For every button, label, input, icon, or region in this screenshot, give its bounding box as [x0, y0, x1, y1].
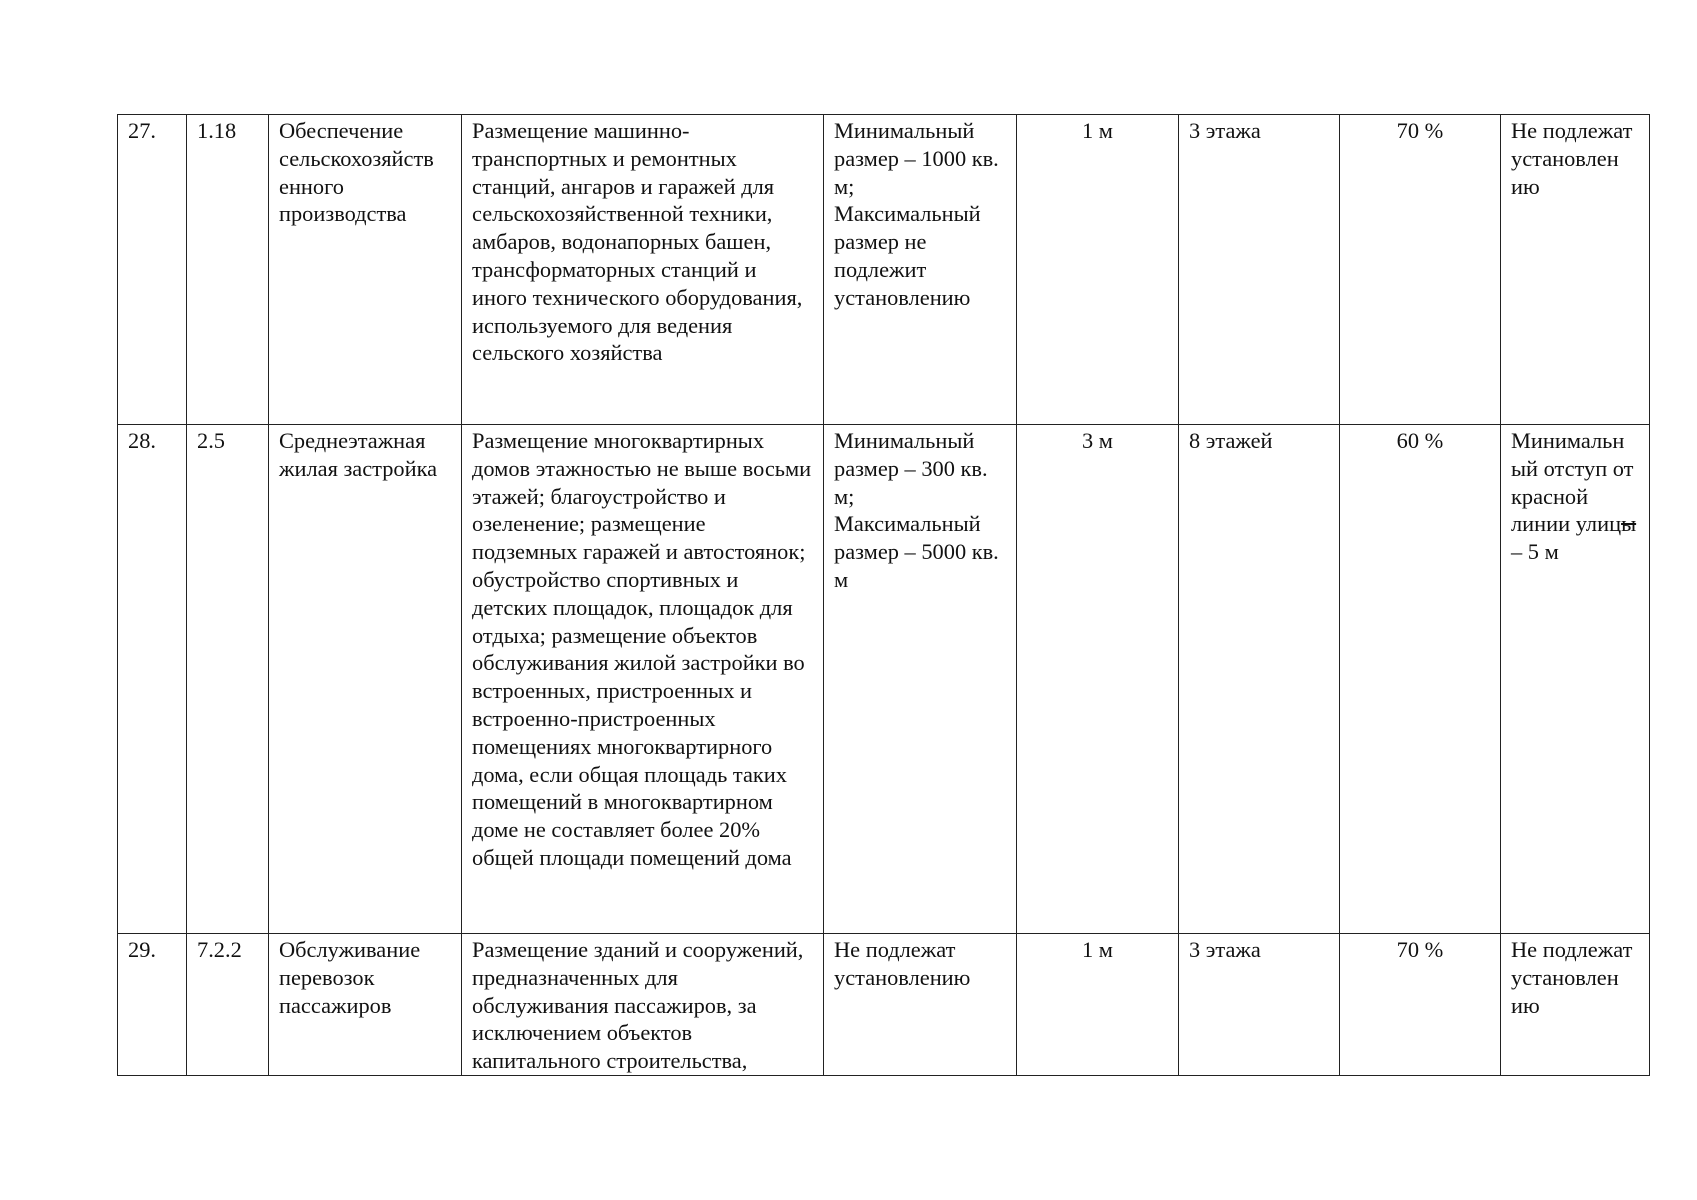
plot-size: Минимальный размер – 1000 кв. м; Максимальный размер не подлежит установлению	[824, 115, 1017, 425]
min-setback: 3 м	[1017, 425, 1179, 934]
row-number: 28.	[118, 425, 187, 934]
other-parameters: Не подлежат установлен ию	[1501, 115, 1650, 425]
use-description: Размещение зданий и сооружений, предназначенных для обслуживания пассажиров, за исключением объектов капитального строительства,	[462, 934, 824, 1076]
min-setback: 1 м	[1017, 115, 1179, 425]
zoning-regulations-table	[117, 114, 1650, 1076]
max-coverage: 70 %	[1340, 934, 1501, 1076]
use-name: Обеспечение сельскохозяйств енного производства	[269, 115, 462, 425]
other-parameters	[1501, 425, 1650, 934]
row-number: 27.	[118, 115, 187, 425]
max-coverage: 70 %	[1340, 115, 1501, 425]
table-row	[118, 425, 1650, 934]
use-code: 1.18	[187, 115, 269, 425]
use-name: Среднеэтажная жилая застройка	[269, 425, 462, 934]
table-row	[118, 934, 1650, 1076]
other-parameters-text: Минимальн ый отступ от красной линии улиц	[1511, 428, 1634, 537]
use-code: 7.2.2	[187, 934, 269, 1076]
max-floors: 8 этажей	[1179, 425, 1340, 934]
use-name: Обслуживание перевозок пассажиров	[269, 934, 462, 1076]
max-floors: 3 этажа	[1179, 934, 1340, 1076]
plot-size: Не подлежат установлению	[824, 934, 1017, 1076]
use-description: Размещение многоквартирных домов этажностью не выше восьми этажей; благоустройство и озеленение; размещение подземных гаражей и автостоянок; обустройство спортивных и детских площадок, площадок для отдыха; размещение объектов обслуживания жилой застройки во встроенных, пристроенных и встроенно-пристроенных помещениях многоквартирного дома, если общая площадь таких помещений в многоквартирном доме не составляет более 20% общей площади помещений дома	[462, 425, 824, 934]
use-code: 2.5	[187, 425, 269, 934]
min-setback: 1 м	[1017, 934, 1179, 1076]
max-coverage: 60 %	[1340, 425, 1501, 934]
struck-letter: ы	[1621, 511, 1637, 537]
other-parameters-value: – 5 м	[1511, 539, 1559, 565]
table-row	[118, 115, 1650, 425]
plot-size: Минимальный размер – 300 кв. м; Максимальный размер – 5000 кв. м	[824, 425, 1017, 934]
max-floors: 3 этажа	[1179, 115, 1340, 425]
row-number: 29.	[118, 934, 187, 1076]
use-description: Размещение машинно-транспортных и ремонтных станций, ангаров и гаражей для сельскохозяйственной техники, амбаров, водонапорных башен, трансформаторных станций и иного технического оборудования, используемого для ведения сельского хозяйства	[462, 115, 824, 425]
other-parameters: Не подлежат установлен ию	[1501, 934, 1650, 1076]
